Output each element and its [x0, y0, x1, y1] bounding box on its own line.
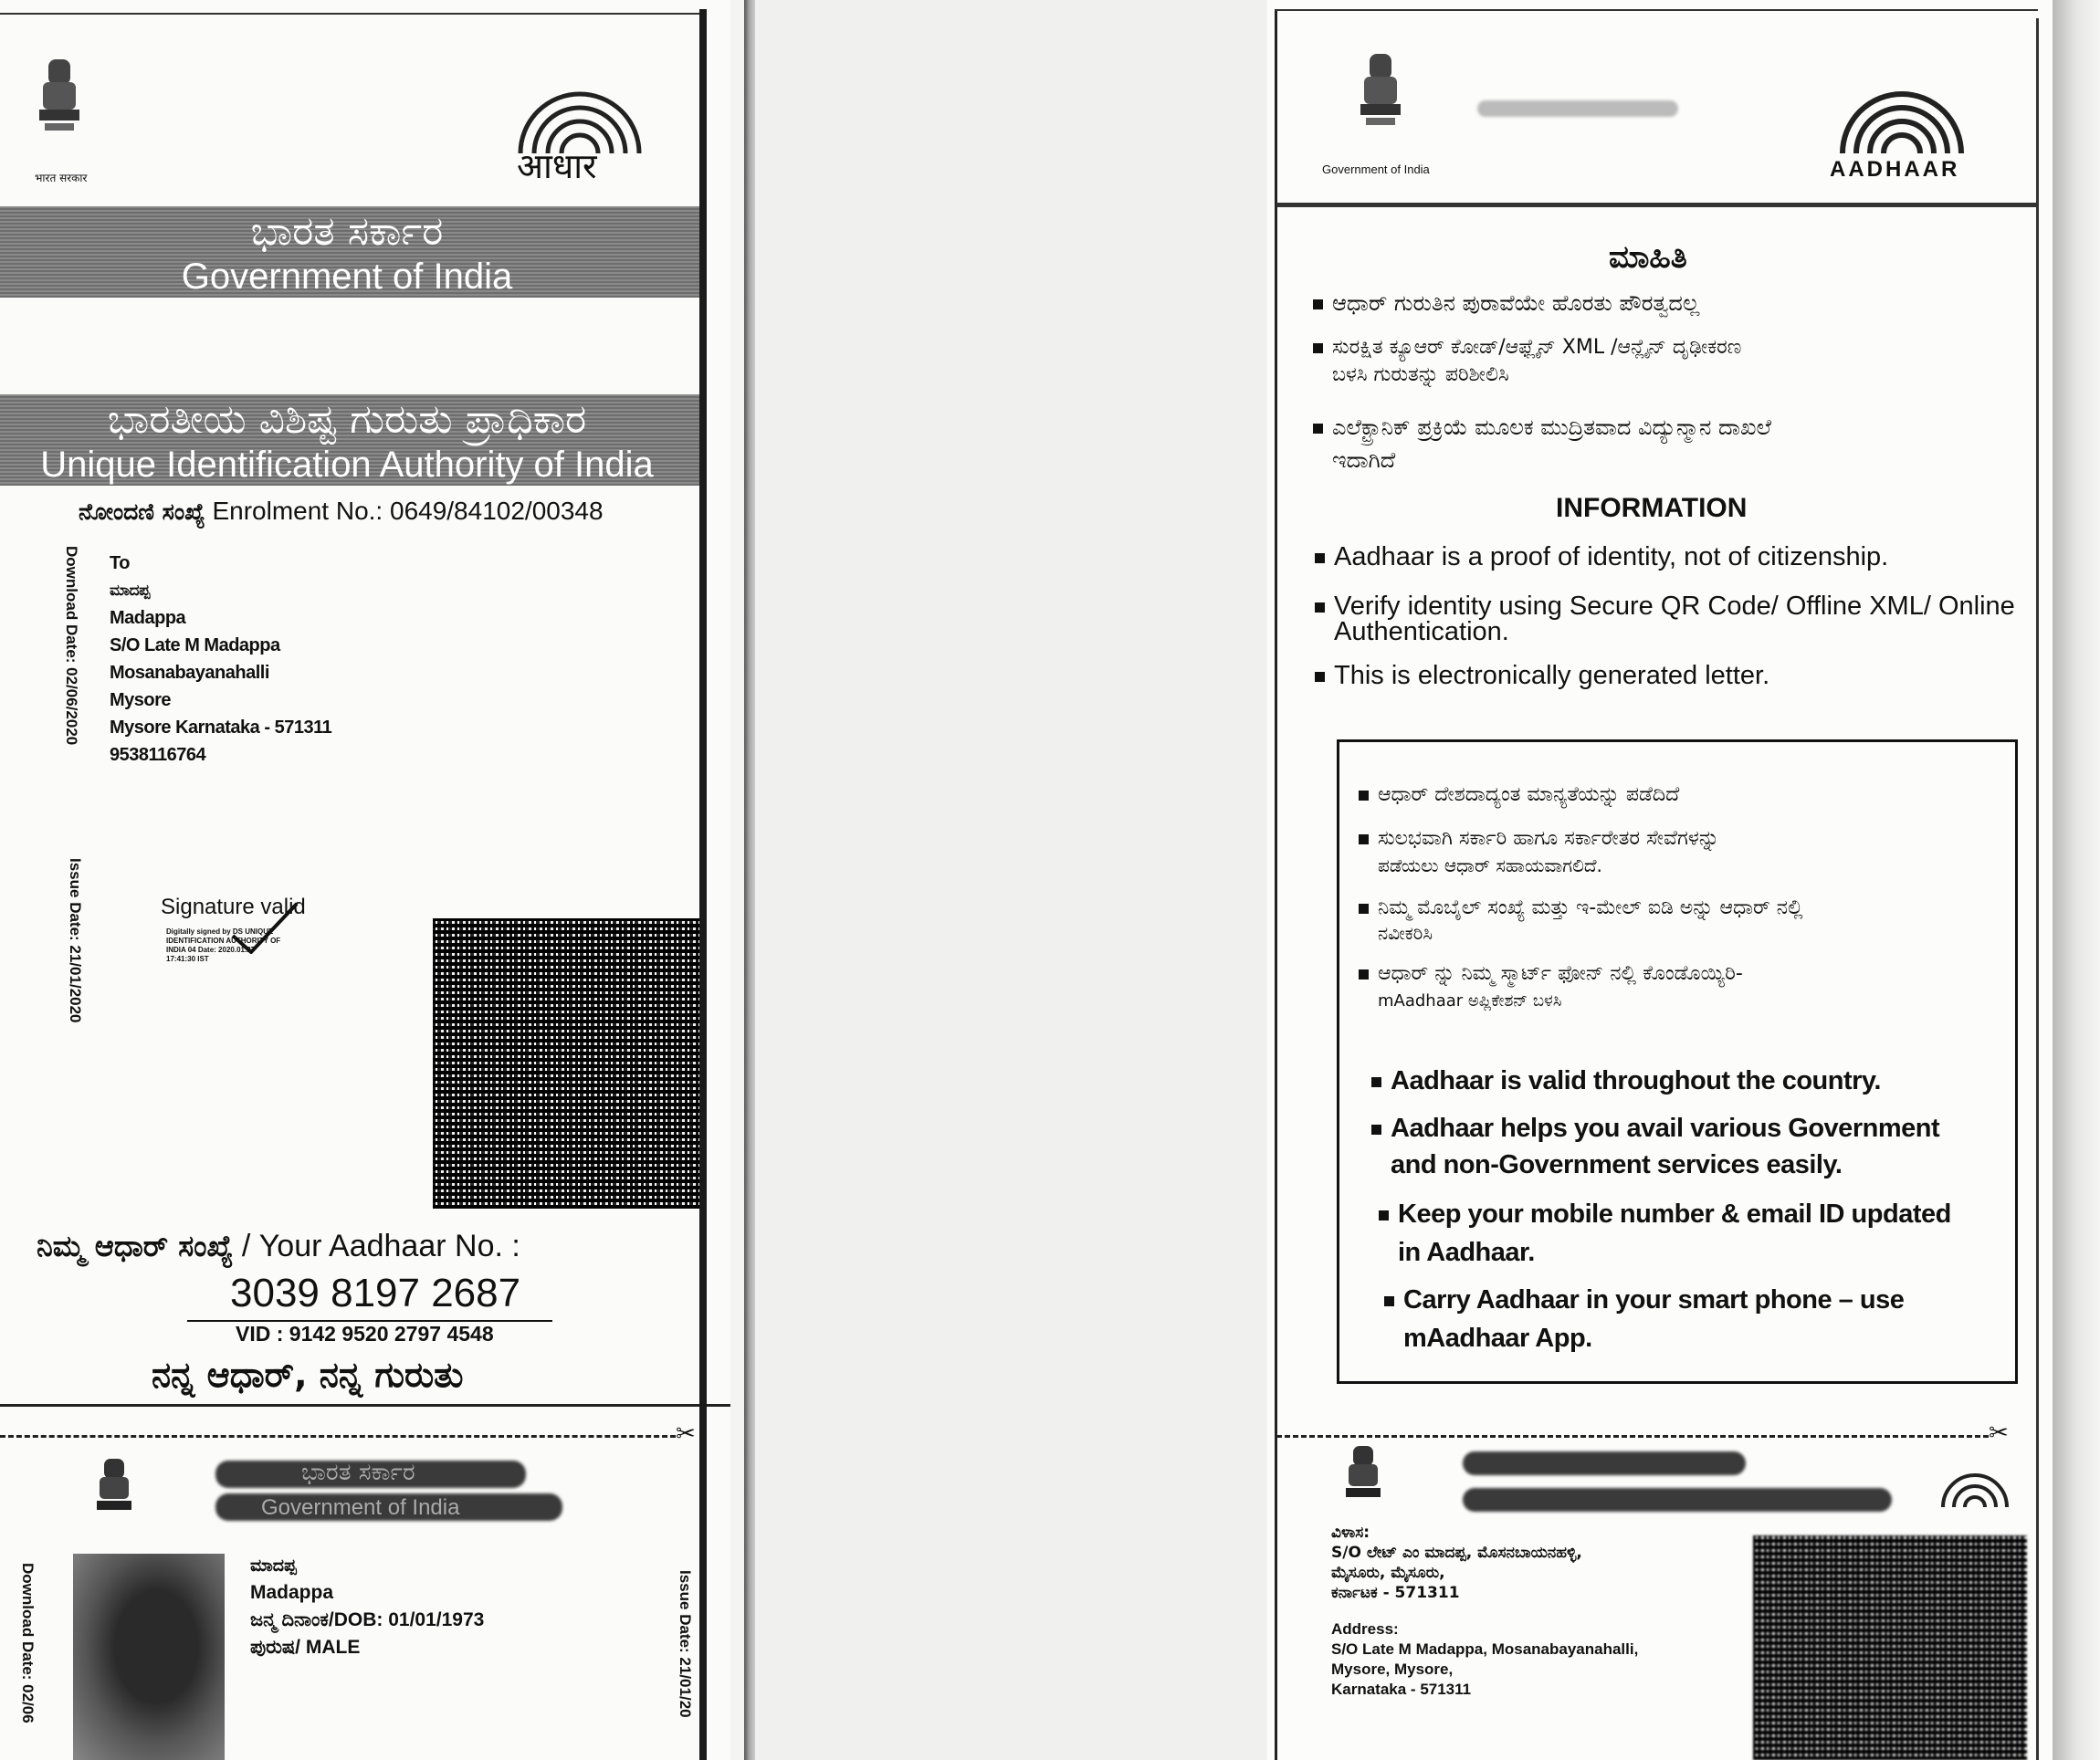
emblem-caption: Government of India: [1322, 162, 1430, 176]
enrolment-line: [79, 497, 604, 526]
address-name: Madappa: [110, 608, 186, 628]
government-title-kn: ಭಾರತ ಸರ್ಕಾರ: [250, 208, 444, 255]
card-address-kn-line-1: S/O ಲೇಟ್ ಎಂ ಮಾದಪ್ಪ, ಮೊಸನಬಾಯನಹಳ್ಳಿ,: [1331, 1544, 1582, 1562]
box-kn-2: ಸುಲಭವಾಗಿ ಸರ್ಕಾರಿ ಹಾಗೂ ಸರ್ಕಾರೇತರ ಸೇವೆಗಳನ್ನು: [1359, 827, 1719, 850]
card-gov-en: Government of India: [261, 1495, 460, 1520]
government-title: Government of India: [181, 257, 513, 297]
card-gender: ಪುರುಷ/ MALE: [250, 1637, 361, 1658]
card-photo: [73, 1554, 225, 1760]
address-line-3: Mysore: [110, 690, 172, 710]
card-address-line-3: Karnataka - 571311: [1331, 1681, 1472, 1698]
info-en-2: Verify identity using Secure QR Code/ Offline XML/ Online: [1315, 592, 2015, 622]
card-address-kn-line-3: ಕರ್ನಾಟಕ - 571311: [1331, 1584, 1460, 1602]
box-en-4: Keep your mobile number & email ID updated: [1379, 1200, 1951, 1230]
left-sheet-edge: [744, 0, 755, 1760]
tagline-kn: ನನ್ನ ಆಧಾರ್, ನನ್ನ ಗುರುತು: [152, 1355, 464, 1395]
address-line-2: Mosanabayanahalli: [110, 663, 269, 683]
scissors-icon: ✂: [1989, 1419, 2009, 1446]
emblem-caption: भारत सरकार: [35, 172, 88, 184]
card-address-label: Address:: [1331, 1620, 1399, 1638]
qr-code: [433, 918, 705, 1209]
card-dob: ಜನ್ಮ ದಿನಾಂಕ/DOB: 01/01/1973: [250, 1609, 485, 1630]
card-address-kn-label: ವಿಳಾಸ:: [1331, 1524, 1370, 1542]
address-to: To: [110, 553, 130, 573]
aadhaar-logo-text: आधार: [517, 146, 597, 186]
right-sheet-right-border: [2036, 18, 2039, 1760]
right-sheet-edge: [2053, 0, 2100, 1760]
signature-detail: Digitally signed by DS UNIQUE IDENTIFICATION AUTHORITY OF INDIA 04 Date: 2020.01.27 17:41:30 IST: [166, 927, 281, 963]
national-emblem-icon: [1353, 49, 1408, 150]
your-aadhaar-label: / Your Aadhaar No. :: [241, 1229, 520, 1263]
info-kn-5: ಇದಾಗಿದೆ: [1332, 447, 1396, 473]
vid-number: VID : 9142 9520 2797 4548: [236, 1322, 494, 1346]
card-address-line-1: S/O Late M Madappa, Mosanabayanahalli,: [1331, 1640, 1639, 1658]
right-sheet-left-border: [1275, 9, 1277, 1760]
box-en-5: in Aadhaar.: [1398, 1238, 1535, 1267]
address-line-4: Mysore Karnataka - 571311: [110, 718, 332, 738]
box-kn-4: ನಿಮ್ಮ ಮೊಬೈಲ್ ಸಂಖ್ಯೆ ಮತ್ತು ಇ-ಮೇಲ್ ಐಡಿ ಅನ್ನು ಆಧಾರ್ ನಲ್ಲಿ: [1359, 896, 1803, 919]
right-sheet-top-border: [1275, 9, 2038, 11]
government-band: [0, 206, 703, 298]
recipient-address: [110, 550, 331, 769]
address-line-1: S/O Late M Madappa: [110, 635, 280, 655]
box-kn-6: ಆಧಾರ್ ನ್ನು ನಿಮ್ಮ ಸ್ಮಾರ್ಟ್ ಫೋನ್ ನಲ್ಲಿ ಕೊಂಡೊಯ್ಯಿರಿ-: [1359, 962, 1743, 985]
address-name-kn: ಮಾದಪ್ಪ: [110, 581, 150, 600]
card-address-kn-line-2: ಮೈಸೂರು, ಮೈಸೂರು,: [1331, 1564, 1445, 1582]
card-details: [250, 1552, 484, 1661]
info-title-kn: ಮಾಹಿತಿ: [1609, 239, 1687, 276]
card-address-line-2: Mysore, Mysore,: [1331, 1660, 1454, 1678]
card-header-redaction-1: [1463, 1451, 1746, 1475]
box-en-7: mAadhaar App.: [1403, 1324, 1592, 1353]
uidai-title: Unique Identification Authority of India: [40, 445, 654, 485]
your-aadhaar-heading: [37, 1229, 520, 1264]
card-issue-date: Issue Date: 21/01/20: [677, 1570, 694, 1718]
info-en-4: This is electronically generated letter.: [1315, 661, 1769, 691]
national-emblem-icon: [32, 55, 87, 155]
card-download-date: Download Date: 02/06: [19, 1563, 37, 1723]
signature-label: Signature valid: [161, 895, 306, 919]
uidai-title-kn: ಭಾರತೀಯ ವಿಶಿಷ್ಟ ಗುರುತು ಪ್ರಾಧಿಕಾರ: [107, 396, 587, 443]
cut-line: [1276, 1435, 1989, 1438]
card-emblem-icon: [91, 1455, 137, 1528]
scissors-icon: ✂: [676, 1420, 696, 1447]
aadhaar-letter-front: [0, 0, 730, 1760]
divider-line: [0, 1404, 730, 1407]
card-name: Madappa: [250, 1582, 334, 1603]
cut-line: [0, 1435, 676, 1438]
enrolment-label-kn: ನೋಂದಣಿ ಸಂಖ್ಯೆ: [79, 498, 205, 525]
info-en-3: Authentication.: [1334, 617, 1509, 646]
card-qr-code: [1753, 1535, 2027, 1760]
box-en-2: Aadhaar helps you avail various Government: [1371, 1114, 1939, 1144]
address-phone: 9538116764: [110, 745, 206, 765]
card-name-kn: ಮಾದಪ್ಪ: [250, 1556, 297, 1576]
aadhaar-logo-icon: [1824, 82, 1979, 155]
card-emblem-icon: [1340, 1442, 1386, 1515]
box-kn-1: ಆಧಾರ್ ದೇಶದಾದ್ಯಂತ ಮಾನ್ಯತೆಯನ್ನು ಪಡೆದಿದೆ: [1359, 783, 1679, 806]
header-divider: [1276, 203, 2038, 207]
left-sheet-border: [699, 9, 707, 1760]
aadhaar-letter-back: [1267, 0, 2053, 1760]
issue-date: Issue Date: 21/01/2020: [67, 858, 84, 1023]
box-kn-5: ನವೀಕರಿಸಿ: [1378, 922, 1433, 944]
aadhaar-number: 3039 8197 2687: [230, 1271, 521, 1315]
enrolment-number: Enrolment No.: 0649/84102/00348: [212, 497, 604, 525]
download-date: Download Date: 02/06/2020: [63, 546, 80, 746]
card-gov-kn: ಭಾರತ ಸರ್ಕಾರ: [301, 1459, 415, 1486]
box-en-3: and non-Government services easily.: [1391, 1150, 1843, 1179]
info-en-1: Aadhaar is a proof of identity, not of citizenship.: [1315, 542, 1888, 572]
info-kn-3: ಬಳಸಿ ಗುರುತನ್ನು ಪರಿಶೀಲಿಸಿ: [1332, 363, 1509, 386]
card-aadhaar-logo-icon: [1934, 1457, 2016, 1512]
box-kn-3: ಪಡೆಯಲು ಆಧಾರ್ ಸಹಾಯವಾಗಲಿದೆ.: [1378, 854, 1602, 876]
background-gap: [755, 0, 1266, 1760]
box-en-1: Aadhaar is valid throughout the country.: [1371, 1066, 1881, 1096]
uidai-band: [0, 394, 703, 486]
aadhaar-logo-text: AADHAAR: [1830, 157, 1960, 182]
info-kn-2: ಸುರಕ್ಷಿತ ಕ್ಯೂಆರ್ ಕೋಡ್/ಆಫ್ಲೈನ್ XML /ಆನ್ಲೈನ್ ದೃಢೀಕರಣ: [1313, 336, 1741, 359]
header-redaction: [1477, 100, 1678, 117]
info-title: INFORMATION: [1556, 493, 1748, 523]
box-kn-7: mAadhaar ಅಪ್ಲಿಕೇಶನ್ ಬಳಸಿ: [1378, 991, 1562, 1011]
card-address: [1331, 1619, 1638, 1700]
card-header-redaction-2: [1463, 1488, 1892, 1512]
box-en-6: Carry Aadhaar in your smart phone – use: [1384, 1285, 1904, 1315]
info-kn-4: ಎಲೆಕ್ಟ್ರಾನಿಕ್ ಪ್ರಕ್ರಿಯೆ ಮೂಲಕ ಮುದ್ರಿತವಾದ ವಿದ್ಯುನ್ಮಾನ ದಾಖಲೆ: [1313, 414, 1771, 440]
info-kn-1: ಆಧಾರ್ ಗುರುತಿನ ಪುರಾವೆಯೇ ಹೊರತು ಪೌರತ್ವದಲ್ಲ: [1313, 290, 1699, 316]
card-address-kn: [1331, 1523, 1582, 1603]
your-aadhaar-kn: ನಿಮ್ಮ ಆಧಾರ್ ಸಂಖ್ಯೆ: [37, 1229, 234, 1263]
sheet-top-border: [0, 13, 703, 15]
